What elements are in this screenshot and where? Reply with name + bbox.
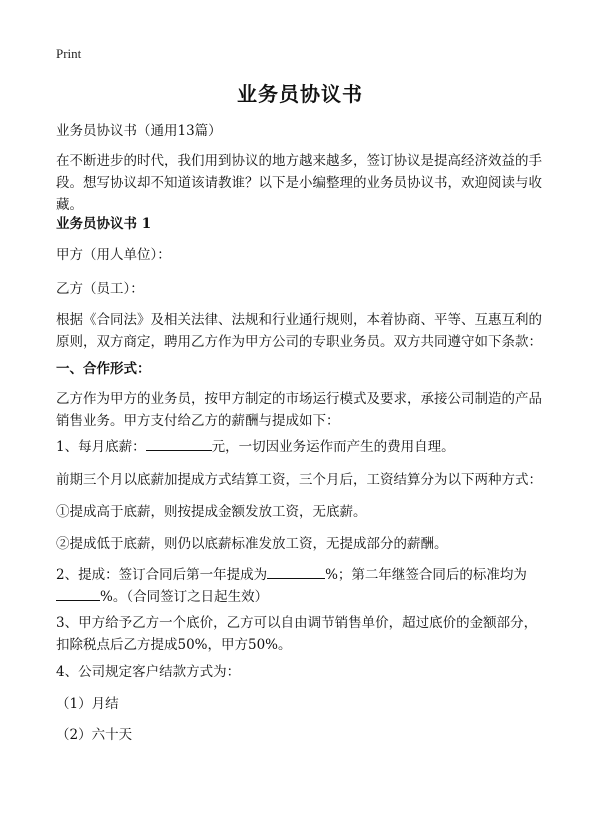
salary-rule: 前期三个月以底薪加提成方式结算工资，三个月后，工资结算分为以下两种方式： bbox=[56, 472, 542, 488]
item1-prefix: 1、每月底薪： bbox=[56, 439, 146, 455]
subtitle: 业务员协议书（通用13篇） bbox=[56, 123, 222, 139]
first-year-rate-blank bbox=[267, 564, 325, 579]
item2-suffix: %。（合同签订之日起生效） bbox=[100, 589, 269, 605]
option2-line: （2）六十天 bbox=[56, 727, 133, 743]
clause1-body: 乙方作为甲方的业务员，按甲方制定的市场运行模式及要求，承接公司制造的产品销售业务。甲方支付给乙方的薪酬与提成如下： bbox=[56, 391, 542, 429]
clause1-heading: 一、合作形式： bbox=[56, 361, 151, 377]
item1-line bbox=[56, 436, 550, 458]
mode1-line: ①提成高于底薪，则按提成金额发放工资，无底薪。 bbox=[56, 504, 367, 520]
intro-paragraph: 在不断进步的时代，我们用到协议的地方越来越多，签订协议是提高经济效益的手段。想写协议却不知道该请教谁？以下是小编整理的业务员协议书，欢迎阅读与收藏。 bbox=[56, 153, 542, 213]
item1-suffix: 元，一切因业务运作而产生的费用自理。 bbox=[211, 439, 455, 455]
salary-blank bbox=[146, 436, 212, 451]
basis-paragraph: 根据《合同法》及相关法律、法规和行业通行规则，本着协商、平等、互惠互利的原则，双方商定，聘用乙方作为甲方公司的专职业务员。双方共同遵守如下条款： bbox=[56, 312, 542, 350]
item3-paragraph: 3、甲方给予乙方一个底价，乙方可以自由调节销售单价，超过底价的金额部分，扣除税点后乙方提成50%，甲方50%。 bbox=[56, 615, 538, 653]
party-a-line: 甲方（用人单位）： bbox=[56, 247, 171, 263]
item2-middle: %；第二年继签合同后的标准均为 bbox=[325, 567, 527, 583]
item2-paragraph bbox=[56, 564, 550, 608]
party-b-line: 乙方（员工）： bbox=[56, 281, 144, 297]
page-title: 业务员协议书 bbox=[237, 82, 363, 106]
section-heading: 业务员协议书 1 bbox=[56, 216, 152, 232]
option1-line: （1）月结 bbox=[56, 696, 119, 712]
renewal-rate-blank bbox=[56, 586, 100, 601]
mode2-line: ②提成低于底薪，则仍以底薪标准发放工资，无提成部分的薪酬。 bbox=[56, 536, 448, 552]
item2-prefix: 2、提成：签订合同后第一年提成为 bbox=[56, 567, 268, 583]
item4-line: 4、公司规定客户结款方式为： bbox=[56, 664, 241, 680]
print-link[interactable]: Print bbox=[56, 46, 82, 61]
